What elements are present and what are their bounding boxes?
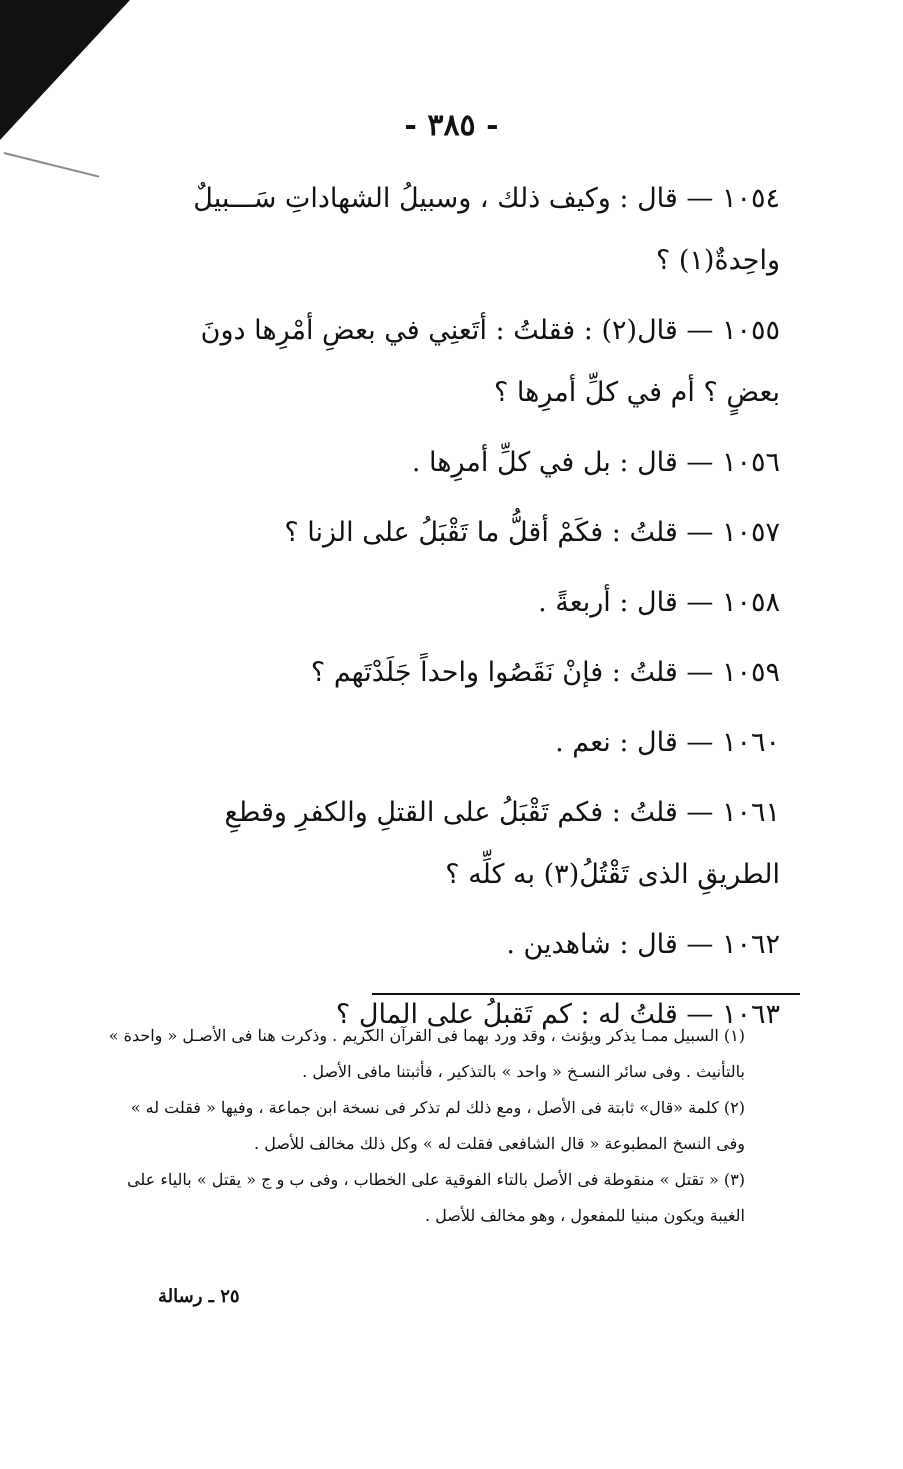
main-text	[140, 168, 780, 1054]
signature-mark: ٢٥ ـ رسالة	[158, 1286, 240, 1307]
paragraph-1060: ١٠٦٠ — قال : نعم .	[555, 727, 780, 758]
page-number: - ٣٨٥ -	[404, 108, 499, 143]
scan-edge-line	[4, 152, 100, 178]
paragraph-1061: ١٠٦١ — قلتُ : فكم تَقْبَلُ على القتلِ والكفرِ وقطعِ الطريقِ الذى تَقْتُلُ(٣) به كلِّه ؟	[224, 797, 780, 890]
paragraph-1062: ١٠٦٢ — قال : شاهدين .	[506, 929, 780, 960]
footnotes	[105, 1018, 745, 1234]
paragraph-1063: ١٠٦٣ — قلتُ له : كم تَقبلُ على المالِ ؟	[335, 999, 780, 1030]
paragraph-1057: ١٠٥٧ — قلتُ : فكَمْ أقلُّ ما تَقْبَلُ على الزنا ؟	[284, 517, 780, 548]
footnote-1: (١) السبيل ممـا يذكر ويؤنث ، وقد ورد بهما فى القرآن الكريم . وذكرت هنا فى الأصـل « واحدة » بالتأنيث . وفى سائر النسـخ « واحد » بالتذكير ، فأثبتنا مافى الأصل .	[108, 1026, 745, 1081]
paragraph-1054: ١٠٥٤ — قال : وكيف ذلك ، وسبيلُ الشهاداتِ سَـــبيلٌ واحِدةٌ(١) ؟	[193, 183, 780, 276]
footnote-3: (٣) « تقتل » منقوطة فى الأصل بالتاء الفوقية على الخطاب ، وفى ب و ج « يقتل » بالياء على الغيبة ويكون مبنيا للمفعول ، وهو مخالف للأصل .	[127, 1170, 745, 1225]
paragraph-1058: ١٠٥٨ — قال : أربعةً .	[538, 587, 780, 618]
paragraph-1059: ١٠٥٩ — قلتُ : فإنْ نَقَصُوا واحداً جَلَدْتَهم ؟	[310, 657, 780, 688]
paragraph-1056: ١٠٥٦ — قال : بل في كلِّ أمرِها .	[411, 447, 780, 478]
paragraph-1055: ١٠٥٥ — قال(٢) : فقلتُ : أتَعنِي في بعضِ أمْرِها دونَ بعضٍ ؟ أم في كلِّ أمرِها ؟	[200, 315, 780, 408]
footnote-separator	[372, 993, 800, 995]
footnote-2: (٢) كلمة «قال» ثابتة فى الأصل ، ومع ذلك لم تذكر فى نسخة ابن جماعة ، وفيها « فقلت له » وفى النسخ المطبوعة « قال الشافعى فقلت له » وكل ذلك مخالف للأصل .	[130, 1098, 745, 1153]
